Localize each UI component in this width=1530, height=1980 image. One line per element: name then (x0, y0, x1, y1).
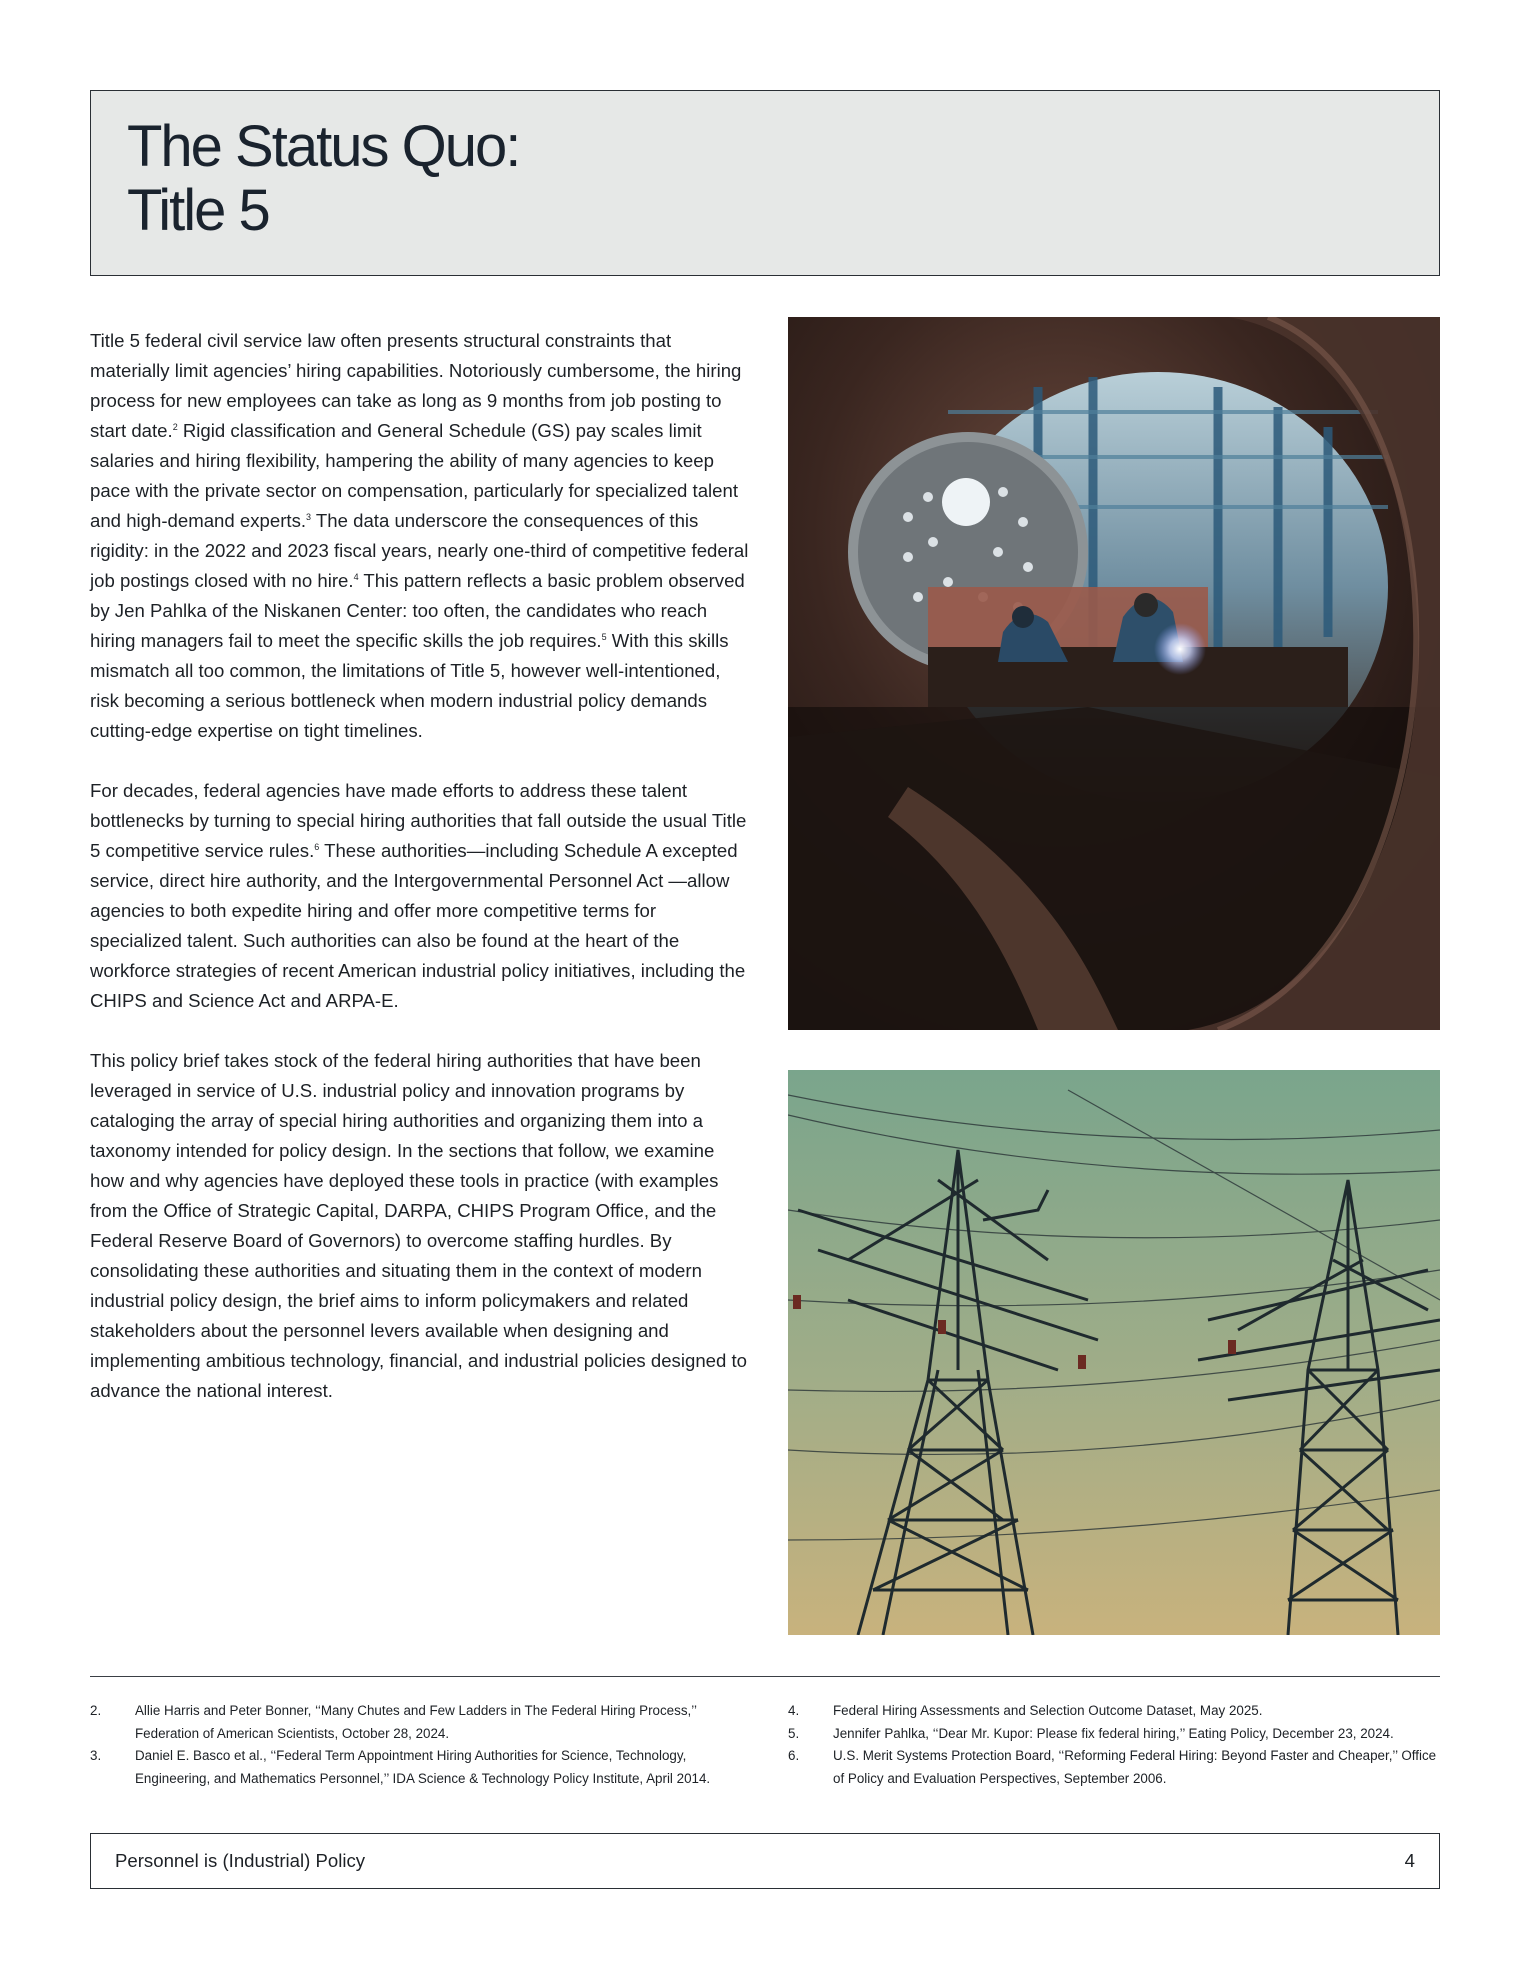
footnotes-right (788, 1700, 1440, 1790)
page-footer (90, 1833, 1440, 1889)
title-banner (90, 90, 1440, 276)
page-title-line-1: The Status Quo: (127, 114, 520, 179)
footnote-number: 5. (788, 1725, 800, 1741)
footnote (788, 1700, 1440, 1723)
pipe-fabrication-photo (788, 317, 1440, 1030)
footnote (788, 1723, 1440, 1746)
footnote-number: 2. (90, 1703, 102, 1718)
body-text (90, 326, 750, 1436)
power-lines-photo (788, 1070, 1440, 1635)
paragraph-text: These authorities—including Schedule A excepted service, direct hire authority, and the Intergovernmental Personnel Act —allow agencies to both expedite hiring and offer more competitive terms for specialized talent. Such authorities can also be found at the heart of the workforce strategies of recent American industrial policy initiatives, including the CHIPS and Science Act and ARPA-E. (90, 840, 746, 1011)
footnote-text: U.S. Merit Systems Protection Board, ‘‘Reforming Federal Hiring: Beyond Faster and Cheaper,’’ Office of Policy and Evaluation Perspectives, September 2006. (833, 1748, 1437, 1786)
paragraph-text: For decades, federal agencies have made efforts to address these talent bottlenecks by turning to special hiring authorities that fall outside the usual Title 5 competitive service rules. (90, 780, 747, 861)
footnotes-left (90, 1700, 740, 1790)
paragraph-text: This policy brief takes stock of the federal hiring authorities that have been leveraged in service of U.S. industrial policy and innovation programs by cataloging the array of special hiring authorities and organizing them into a taxonomy intended for policy design. In the sections that follow, we examine how and why agencies have deployed these tools in practice (with examples from the Office of Strategic Capital, DARPA, CHIPS Program Office, and the Federal Reserve Board of Governors) to overcome staffing hurdles. By consolidating these authorities and situating them in the context of modern industrial policy design, the brief aims to inform policymakers and related stakeholders about the personnel levers available when designing and implementing ambitious technology, financial, and industrial policies designed to advance the national interest. (90, 1050, 748, 1401)
footer-title: Personnel is (Industrial) Policy (115, 1850, 366, 1871)
page-number: 4 (1404, 1850, 1415, 1871)
body-paragraph (90, 326, 750, 746)
footnote-divider (90, 1676, 1440, 1677)
footnote-ref: 2 (172, 421, 178, 432)
footnote (90, 1700, 740, 1745)
footnote-ref: 5 (601, 631, 607, 642)
footnote-text: Allie Harris and Peter Bonner, ‘‘Many Chutes and Few Ladders in The Federal Hiring Process,’’ Federation of American Scientists, October 28, 2024. (135, 1703, 697, 1741)
transmission-towers-image (788, 1070, 1440, 1635)
body-paragraph (90, 776, 750, 1016)
paragraph-text: Title 5 federal civil service law often presents structural constraints that materially limit agencies’ hiring capabilities. Notoriously cumbersome, the hiring process for new employees can take as long as 9 months from job posting to start date. (90, 330, 742, 441)
footnote (788, 1745, 1440, 1790)
paragraph-text: With this skills mismatch all too common, the limitations of Title 5, however well-intentioned, risk becoming a serious bottleneck when modern industrial policy demands cutting-edge expertise on tight timelines. (90, 630, 729, 741)
footnote-text: Federal Hiring Assessments and Selection Outcome Dataset, May 2025. (833, 1703, 1263, 1718)
footnote-number: 4. (788, 1703, 800, 1718)
paragraph-text: This pattern reflects a basic problem observed by Jen Pahlka of the Niskanen Center: too often, the candidates who reach hiring managers fail to meet the specific skills the job requires. (90, 570, 745, 651)
footnote-number: 3. (90, 1748, 102, 1763)
footnote (90, 1745, 740, 1790)
page-title-line-2: Title 5 (127, 178, 269, 243)
footnote-ref: 3 (306, 511, 312, 522)
footnote-text: Jennifer Pahlka, ‘‘Dear Mr. Kupor: Please fix federal hiring,’’ Eating Policy, December 23, 2024. (833, 1725, 1394, 1741)
page-title (127, 115, 519, 243)
industrial-pipe-workers-image (788, 317, 1440, 1030)
body-paragraph (90, 1046, 750, 1406)
footnote-number: 6. (788, 1748, 800, 1763)
paragraph-text: The data underscore the consequences of this rigidity: in the 2022 and 2023 fiscal years, nearly one-third of competitive federal job postings closed with no hire. (90, 510, 749, 591)
footnote-ref: 4 (353, 571, 359, 582)
footnote-text: Daniel E. Basco et al., ‘‘Federal Term Appointment Hiring Authorities for Science, Technology, Engineering, and Mathematics Personnel,’’ IDA Science & Technology Policy Institute, April 2014. (135, 1748, 711, 1786)
footnote-ref: 6 (314, 841, 320, 852)
paragraph-text: Rigid classification and General Schedule (GS) pay scales limit salaries and hiring flexibility, hampering the ability of many agencies to keep pace with the private sector on compensation, particularly for specialized talent and high-demand experts. (90, 420, 739, 531)
